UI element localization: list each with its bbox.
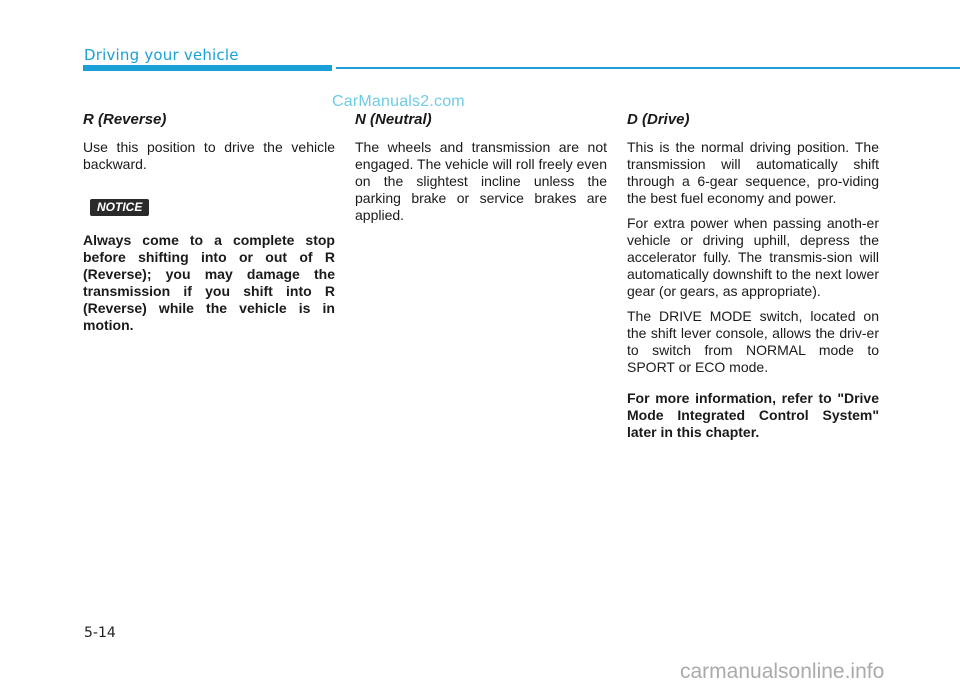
footer-watermark: carmanualsonline.info xyxy=(680,660,885,683)
notice-badge: NOTICE xyxy=(90,199,149,216)
page-number: 5-14 xyxy=(84,625,116,641)
notice-text: Always come to a complete stop before shifting into or out of R (Reverse); you may damage the transmission if you shift into R (Reverse) while the vehicle is in motion. xyxy=(83,232,335,333)
neutral-column xyxy=(355,111,607,232)
drive-paragraph-2: For extra power when passing anoth-er vehicle or driving uphill, depress the accelerator fully. The transmis-sion will automatically downshift to the next lower gear (or gears, as appropriate). xyxy=(627,215,879,299)
drive-heading: D (Drive) xyxy=(627,111,690,128)
neutral-heading: N (Neutral) xyxy=(355,111,432,128)
header-rule-thick xyxy=(83,65,332,71)
watermark-top: CarManuals2.com xyxy=(332,93,465,110)
section-title: Driving your vehicle xyxy=(84,46,239,64)
header-rule-thin xyxy=(336,67,960,69)
reverse-heading: R (Reverse) xyxy=(83,111,167,128)
drive-column xyxy=(627,111,879,449)
neutral-text: The wheels and transmission are not engaged. The vehicle will roll freely even on the slightest incline unless the parking brake or service brakes are applied. xyxy=(355,139,607,223)
drive-paragraph-3: The DRIVE MODE switch, located on the shift lever console, allows the driv-er to switch from NORMAL mode to SPORT or ECO mode. xyxy=(627,308,879,375)
drive-paragraph-4: For more information, refer to "Drive Mode Integrated Control System" later in this chapter. xyxy=(627,390,879,440)
reverse-column xyxy=(83,111,335,342)
drive-paragraph-1: This is the normal driving position. The transmission will automatically shift through a 6-gear sequence, pro-viding the best fuel economy and power. xyxy=(627,139,879,206)
reverse-text: Use this position to drive the vehicle backward. xyxy=(83,139,335,172)
